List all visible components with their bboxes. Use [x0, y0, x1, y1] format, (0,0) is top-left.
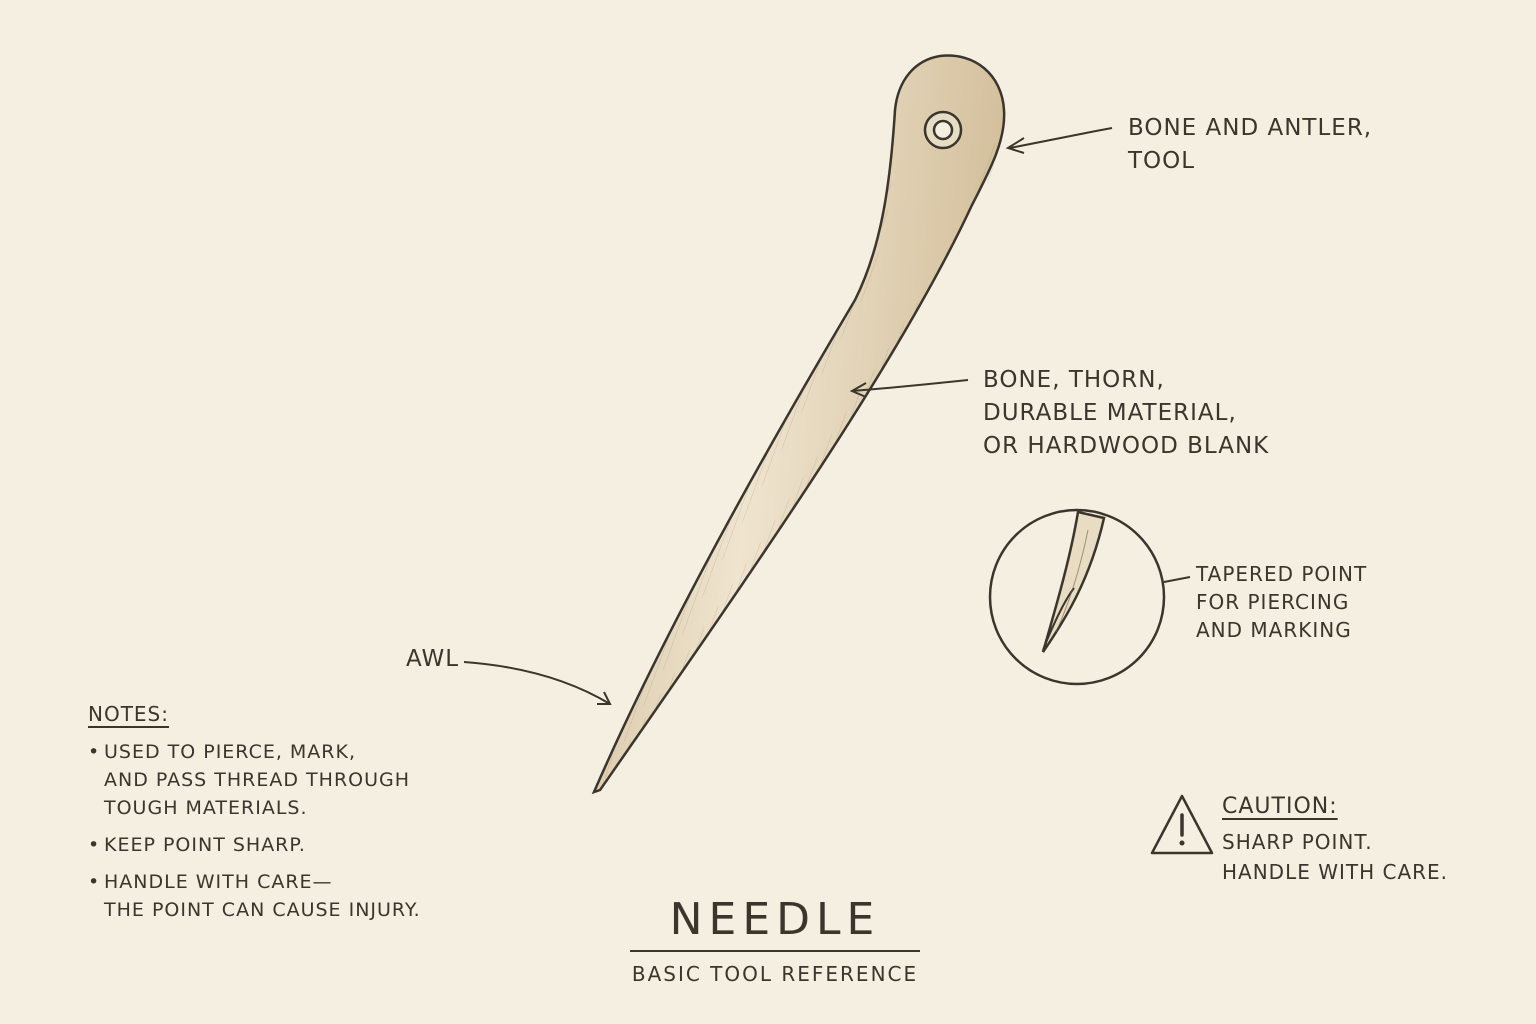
page-title: NEEDLE [669, 894, 881, 945]
warning-triangle-icon [1152, 796, 1212, 853]
notes-section [88, 702, 421, 933]
callout-material [983, 364, 1269, 463]
caution-body [1222, 827, 1448, 887]
callout-tapered-point [1196, 560, 1367, 644]
callout-material-line: DURABLE MATERIAL, [983, 400, 1237, 426]
callout-tapered-line: TAPERED POINT [1196, 562, 1368, 586]
notes-list [88, 738, 421, 924]
notes-item-line: • KEEP POINT SHARP. [104, 834, 306, 856]
eye-hole-icon [925, 112, 961, 148]
title-block [630, 892, 920, 986]
callout-bone-antler-line: BONE AND ANTLER, [1128, 115, 1373, 141]
notes-item-line: • HANDLE WITH CARE— [104, 871, 333, 893]
title-rule [630, 950, 920, 952]
arrow-bone-antler [1008, 128, 1112, 153]
caution-section [1222, 794, 1448, 887]
notes-item [88, 868, 421, 924]
magnifier-detail-icon [990, 510, 1190, 684]
notes-item [88, 831, 421, 859]
arrow-awl [464, 662, 610, 704]
callout-material-line: OR HARDWOOD BLANK [983, 433, 1270, 459]
callout-tapered-line: FOR PIERCING [1196, 590, 1350, 614]
callout-bone-antler [1128, 112, 1372, 178]
callout-material-line: BONE, THORN, [983, 367, 1165, 393]
notes-heading: NOTES: [88, 702, 169, 726]
notes-item-line: AND PASS THREAD THROUGH [104, 769, 411, 791]
callout-awl: AWL [406, 646, 460, 672]
callout-bone-antler-line: TOOL [1128, 148, 1196, 174]
notes-item-line: • USED TO PIERCE, MARK, [104, 741, 357, 763]
caution-line: HANDLE WITH CARE. [1222, 860, 1449, 884]
needle-left-shading [598, 140, 892, 790]
caution-heading: CAUTION: [1222, 794, 1338, 819]
page-subtitle: BASIC TOOL REFERENCE [631, 962, 919, 986]
notes-item-line: TOUGH MATERIALS. [104, 797, 308, 819]
callout-tapered-line: AND MARKING [1196, 618, 1352, 642]
notes-item [88, 738, 421, 822]
notes-item-line: THE POINT CAN CAUSE INJURY. [104, 899, 421, 921]
caution-line: SHARP POINT. [1222, 830, 1373, 854]
